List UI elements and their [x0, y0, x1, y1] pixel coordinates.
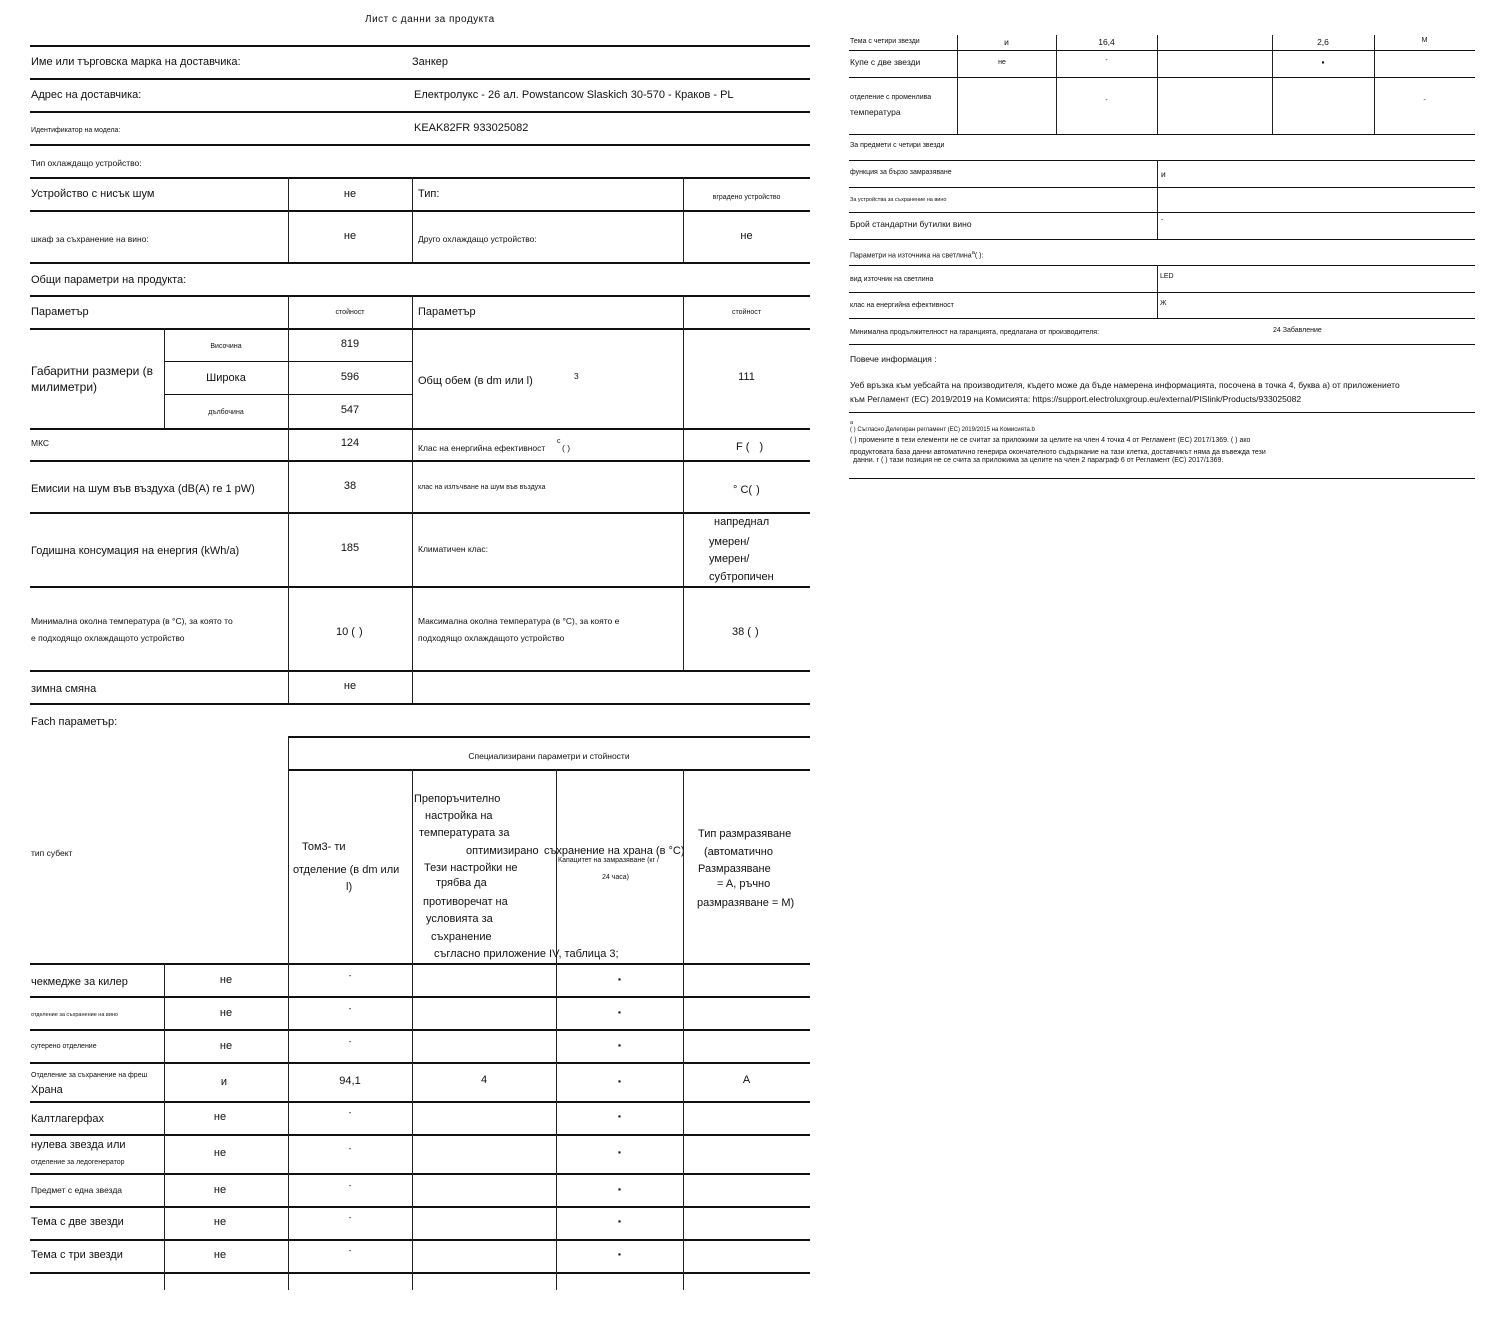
- setting-header-10: съгласно приложение IV, таблица 3;: [434, 948, 619, 960]
- wine-heading: За устройства за съхранение на вино: [850, 197, 947, 203]
- compartment-volume: -: [348, 1143, 352, 1153]
- model-value: KEAK82FR 933025082: [414, 122, 529, 134]
- total-volume-superscript: 3: [574, 371, 579, 381]
- footnote-b: ( ) промените в тези елементи не се считат за приложими за целите на член 4 точка 4 от Регламент (ЕС) 2017/1369. ( ) ако: [850, 437, 1251, 444]
- compartment-present: не: [213, 1249, 227, 1261]
- param-header: Параметър: [31, 306, 89, 318]
- compartment-label: Отделение за съхранение на фреш: [31, 1072, 148, 1079]
- light-source-heading: Параметри на източника на светлина$^а$( ):: [850, 250, 984, 260]
- wine-cabinet-value: не: [343, 230, 357, 242]
- compartment-capacity: ▪: [617, 974, 621, 984]
- compartment-capacity: ▪: [617, 1076, 621, 1086]
- climate-class-label: Климатичен клас:: [418, 544, 489, 554]
- variable-temp-label-2: температура: [850, 107, 901, 117]
- light-class-label: клас на енергийна ефективност: [850, 302, 954, 309]
- noise-class-value: ° C( ): [733, 484, 760, 496]
- four-star-volume: 16,4: [1098, 37, 1115, 47]
- bottles-label: Брой стандартни бутилки вино: [850, 219, 972, 229]
- capacity-header-2: 24 часа): [602, 874, 629, 881]
- other-appliance-label: Друго охлаждащо устройство:: [418, 234, 537, 244]
- eei-label: МКС: [31, 438, 50, 448]
- supplier-address-value: Електролукс - 26 ал. Powstancow Slaskich 30-570 - Краков - PL: [414, 89, 734, 101]
- depth-label: дълбочина: [208, 409, 244, 416]
- footnote-a: ( ) Съгласно Делегиран регламент (ЕС) 2019/2015 на Комисията.b: [850, 427, 1035, 433]
- more-info-line-2: към Регламент (ЕС) 2019/2019 на Комисията: https://support.electroluxgroup.eu/external/PISlink/Products/933025082: [850, 394, 1302, 404]
- compartment-present: не: [219, 1007, 233, 1019]
- compartment-capacity: ▪: [617, 1147, 621, 1157]
- compartment-present: не: [213, 1184, 227, 1196]
- climate-value-3: умерен/: [709, 553, 750, 565]
- setting-header-6: трябва да: [436, 877, 487, 889]
- compartment-label-2: отделение за ледогенератор: [31, 1159, 125, 1166]
- four-star-capacity: 2,6: [1317, 37, 1329, 47]
- compartment-label: нулева звезда или: [31, 1139, 126, 1151]
- fast-freeze-value: и: [1161, 169, 1166, 179]
- setting-header-9: съхранение: [431, 931, 492, 943]
- compartment-capacity: ▪: [617, 1216, 621, 1226]
- setting-header-3: температурата за: [419, 827, 510, 839]
- warranty-label: Минимална продължителност на гаранцията, предлагана от производителя:: [850, 329, 1100, 336]
- special-params-header: Специализирани параметри и стойности: [468, 751, 630, 761]
- supplier-address-label: Адрес на доставчика:: [31, 89, 142, 101]
- energy-class-value: F ( ): [736, 441, 764, 453]
- compartment-capacity: ▪: [617, 1249, 621, 1259]
- supplier-name-value: Занкер: [412, 56, 449, 68]
- eei-value: 124: [340, 437, 360, 449]
- compartment-volume: -: [348, 1107, 352, 1117]
- appliance-type-heading: Тип охлаждащо устройство:: [31, 158, 142, 168]
- compartment-volume: 94,1: [339, 1075, 361, 1087]
- noise-value: 38: [343, 480, 357, 492]
- climate-value-4: субтропичен: [709, 571, 774, 583]
- fast-freeze-label: функция за бързо замразяване: [850, 169, 952, 176]
- compartment-label: Предмет с една звезда: [31, 1185, 123, 1195]
- compartment-capacity: ▪: [617, 1184, 621, 1194]
- min-temp-value: 10 ( ): [336, 626, 363, 638]
- variable-temp-volume: -: [1105, 97, 1108, 104]
- light-type-value: LED: [1160, 273, 1174, 280]
- two-star-label: Купе с две звезди: [850, 57, 921, 67]
- compartment-type-header: тип субект: [31, 848, 73, 858]
- value-header: стойност: [335, 309, 365, 316]
- supplier-name-label: Име или търговска марка на доставчика:: [31, 56, 241, 68]
- max-temp-value: 38 ( ): [732, 626, 759, 638]
- compartment-volume: -: [348, 1036, 352, 1046]
- light-class-value: Ж: [1160, 300, 1167, 307]
- compartment-label: Тема с две звезди: [31, 1216, 124, 1228]
- compartment-volume: -: [348, 1180, 352, 1190]
- light-type-label: вид източник на светлина: [850, 276, 934, 283]
- two-star-present: не: [998, 59, 1006, 66]
- value-header-2: стойност: [732, 309, 761, 316]
- defrost-header-3: Размразяване: [698, 863, 771, 875]
- setting-header-8: условията за: [426, 913, 493, 925]
- setting-header-5: Тези настройки не: [424, 862, 518, 874]
- climate-value-2: умерен/: [709, 536, 750, 548]
- annual-consumption-label: Годишна консумация на енергия (kWh/a): [31, 545, 240, 557]
- compartment-label: Тема с три звезди: [31, 1249, 123, 1261]
- low-noise-value: не: [343, 188, 357, 200]
- compartment-label: Калтлагерфах: [31, 1113, 104, 1125]
- compartment-present: не: [213, 1147, 227, 1159]
- low-noise-label: Устройство с нисък шум: [31, 188, 155, 200]
- other-appliance-value: не: [740, 230, 753, 242]
- type-label: Тип:: [418, 188, 440, 200]
- footnote-d: данни. г ( ) тази позиция не се счита за приложима за целите на член 2 параграф 6 от Регламент (ЕС) 2017/1369.: [853, 457, 1224, 464]
- variable-temp-defrost: -: [1423, 97, 1426, 104]
- compartment-label-2: Храна: [31, 1084, 63, 1096]
- energy-class-note: ( ): [562, 443, 571, 453]
- total-volume-label: Общ обем (в dm или l): [418, 375, 533, 387]
- defrost-header-4: = A, ръчно: [717, 878, 771, 890]
- setting-header-4: оптимизирано: [466, 845, 539, 857]
- four-star-heading: За предмети с четири звезди: [850, 142, 945, 149]
- storage-header: съхранение на храна (в °C): [544, 845, 685, 857]
- defrost-header-5: размразяване = M): [697, 897, 795, 909]
- type-value: вградено устройство: [712, 194, 781, 201]
- compartment-present: не: [219, 974, 233, 986]
- footnote-c: продуктовата база данни автоматично генерира окончателното съдържание на тази клетка, доставчикът няма да въвежда тези: [850, 449, 1266, 456]
- warranty-value: 24 Забавление: [1273, 327, 1322, 334]
- annual-consumption-value: 185: [340, 542, 360, 554]
- width-label: Широка: [206, 372, 246, 384]
- model-label: Идентификатор на модела:: [31, 127, 121, 134]
- defrost-header-1: Тип размразяване: [698, 828, 792, 840]
- setting-header-2: настройка на: [425, 810, 493, 822]
- capacity-header-1: Капацитет на замразяване (кг /: [558, 857, 659, 864]
- noise-label: Емисии на шум във въздуха (dB(A) re 1 pW): [31, 483, 255, 495]
- width-value: 596: [340, 371, 360, 383]
- volume-header-2: отделение (в dm или: [293, 864, 400, 876]
- compartment-label: отделение за съхранение на вино: [31, 1012, 118, 1018]
- volume-header-3: l): [346, 881, 353, 893]
- defrost-header-2: (автоматично: [704, 846, 773, 858]
- compartment-defrost: A: [742, 1074, 751, 1086]
- total-volume-value: 111: [738, 371, 755, 383]
- depth-value: 547: [340, 404, 360, 416]
- four-star-present: и: [1004, 37, 1009, 47]
- dimensions-label: Габаритни размери (в милиметри): [31, 364, 154, 395]
- footnote-a-superscript: а: [850, 420, 854, 426]
- winter-setting-label: зимна смяна: [31, 683, 97, 695]
- compartment-label: чекмедже за килер: [31, 976, 128, 988]
- param-header-2: Параметър: [418, 306, 476, 318]
- volume-header-1: Том3- ти: [302, 841, 346, 853]
- wine-cabinet-label: шкаф за съхранение на вино:: [31, 234, 149, 244]
- compartment-capacity: ▪: [617, 1040, 621, 1050]
- noise-class-label: клас на излъчване на шум във въздуха: [418, 484, 546, 491]
- general-heading: Общи параметри на продукта:: [31, 274, 187, 286]
- compartment-volume: -: [348, 1212, 352, 1222]
- compartment-label: сутерено отделение: [31, 1043, 97, 1050]
- compartment-volume: -: [348, 1003, 352, 1013]
- climate-value-1: напреднал: [714, 516, 770, 528]
- setting-header-7: противоречат на: [423, 896, 508, 908]
- height-value: 819: [340, 338, 360, 350]
- two-star-capacity: ▪: [1321, 57, 1325, 67]
- compartment-volume: -: [348, 970, 352, 980]
- compartment-present: не: [213, 1111, 227, 1123]
- energy-class-superscript: с: [557, 438, 561, 445]
- page-title: Лист с данни за продукта: [365, 14, 495, 25]
- four-star-defrost: M: [1421, 37, 1428, 44]
- two-star-volume: -: [1105, 57, 1108, 64]
- min-temp-label-2: е подходящо охлаждащото устройство: [31, 633, 185, 643]
- height-label: Височина: [210, 343, 242, 350]
- compartment-present: не: [219, 1040, 233, 1052]
- energy-class-label: Клас на енергийна ефективност: [418, 443, 546, 453]
- winter-setting-value: не: [343, 680, 357, 692]
- max-temp-label-1: Максимална околна температура (в °C), за която е: [418, 616, 620, 626]
- more-info-label: Повече информация :: [850, 354, 937, 364]
- four-star-label: Тема с четири звезди: [850, 38, 920, 45]
- setting-header-1: Препоръчително: [414, 793, 501, 805]
- compartment-present: не: [213, 1216, 227, 1228]
- compartment-capacity: ▪: [617, 1007, 621, 1017]
- min-temp-label-1: Минимална околна температура (в °C), за която то: [31, 616, 233, 626]
- compartment-volume: -: [348, 1245, 352, 1255]
- compartment-setting: 4: [480, 1074, 488, 1086]
- variable-temp-label-1: отделение с променлива: [850, 94, 932, 101]
- compartment-present: и: [220, 1076, 228, 1088]
- bottles-value: -: [1161, 217, 1164, 224]
- compartments-heading: Fach параметър:: [31, 716, 118, 728]
- max-temp-label-2: подходящо охлаждащото устройство: [418, 633, 565, 643]
- compartment-capacity: ▪: [617, 1111, 621, 1121]
- more-info-line-1: Уеб връзка към уебсайта на производителя, където може да бъде намерена информацията, посочена в точка 4, буква а) от приложението: [850, 380, 1400, 390]
